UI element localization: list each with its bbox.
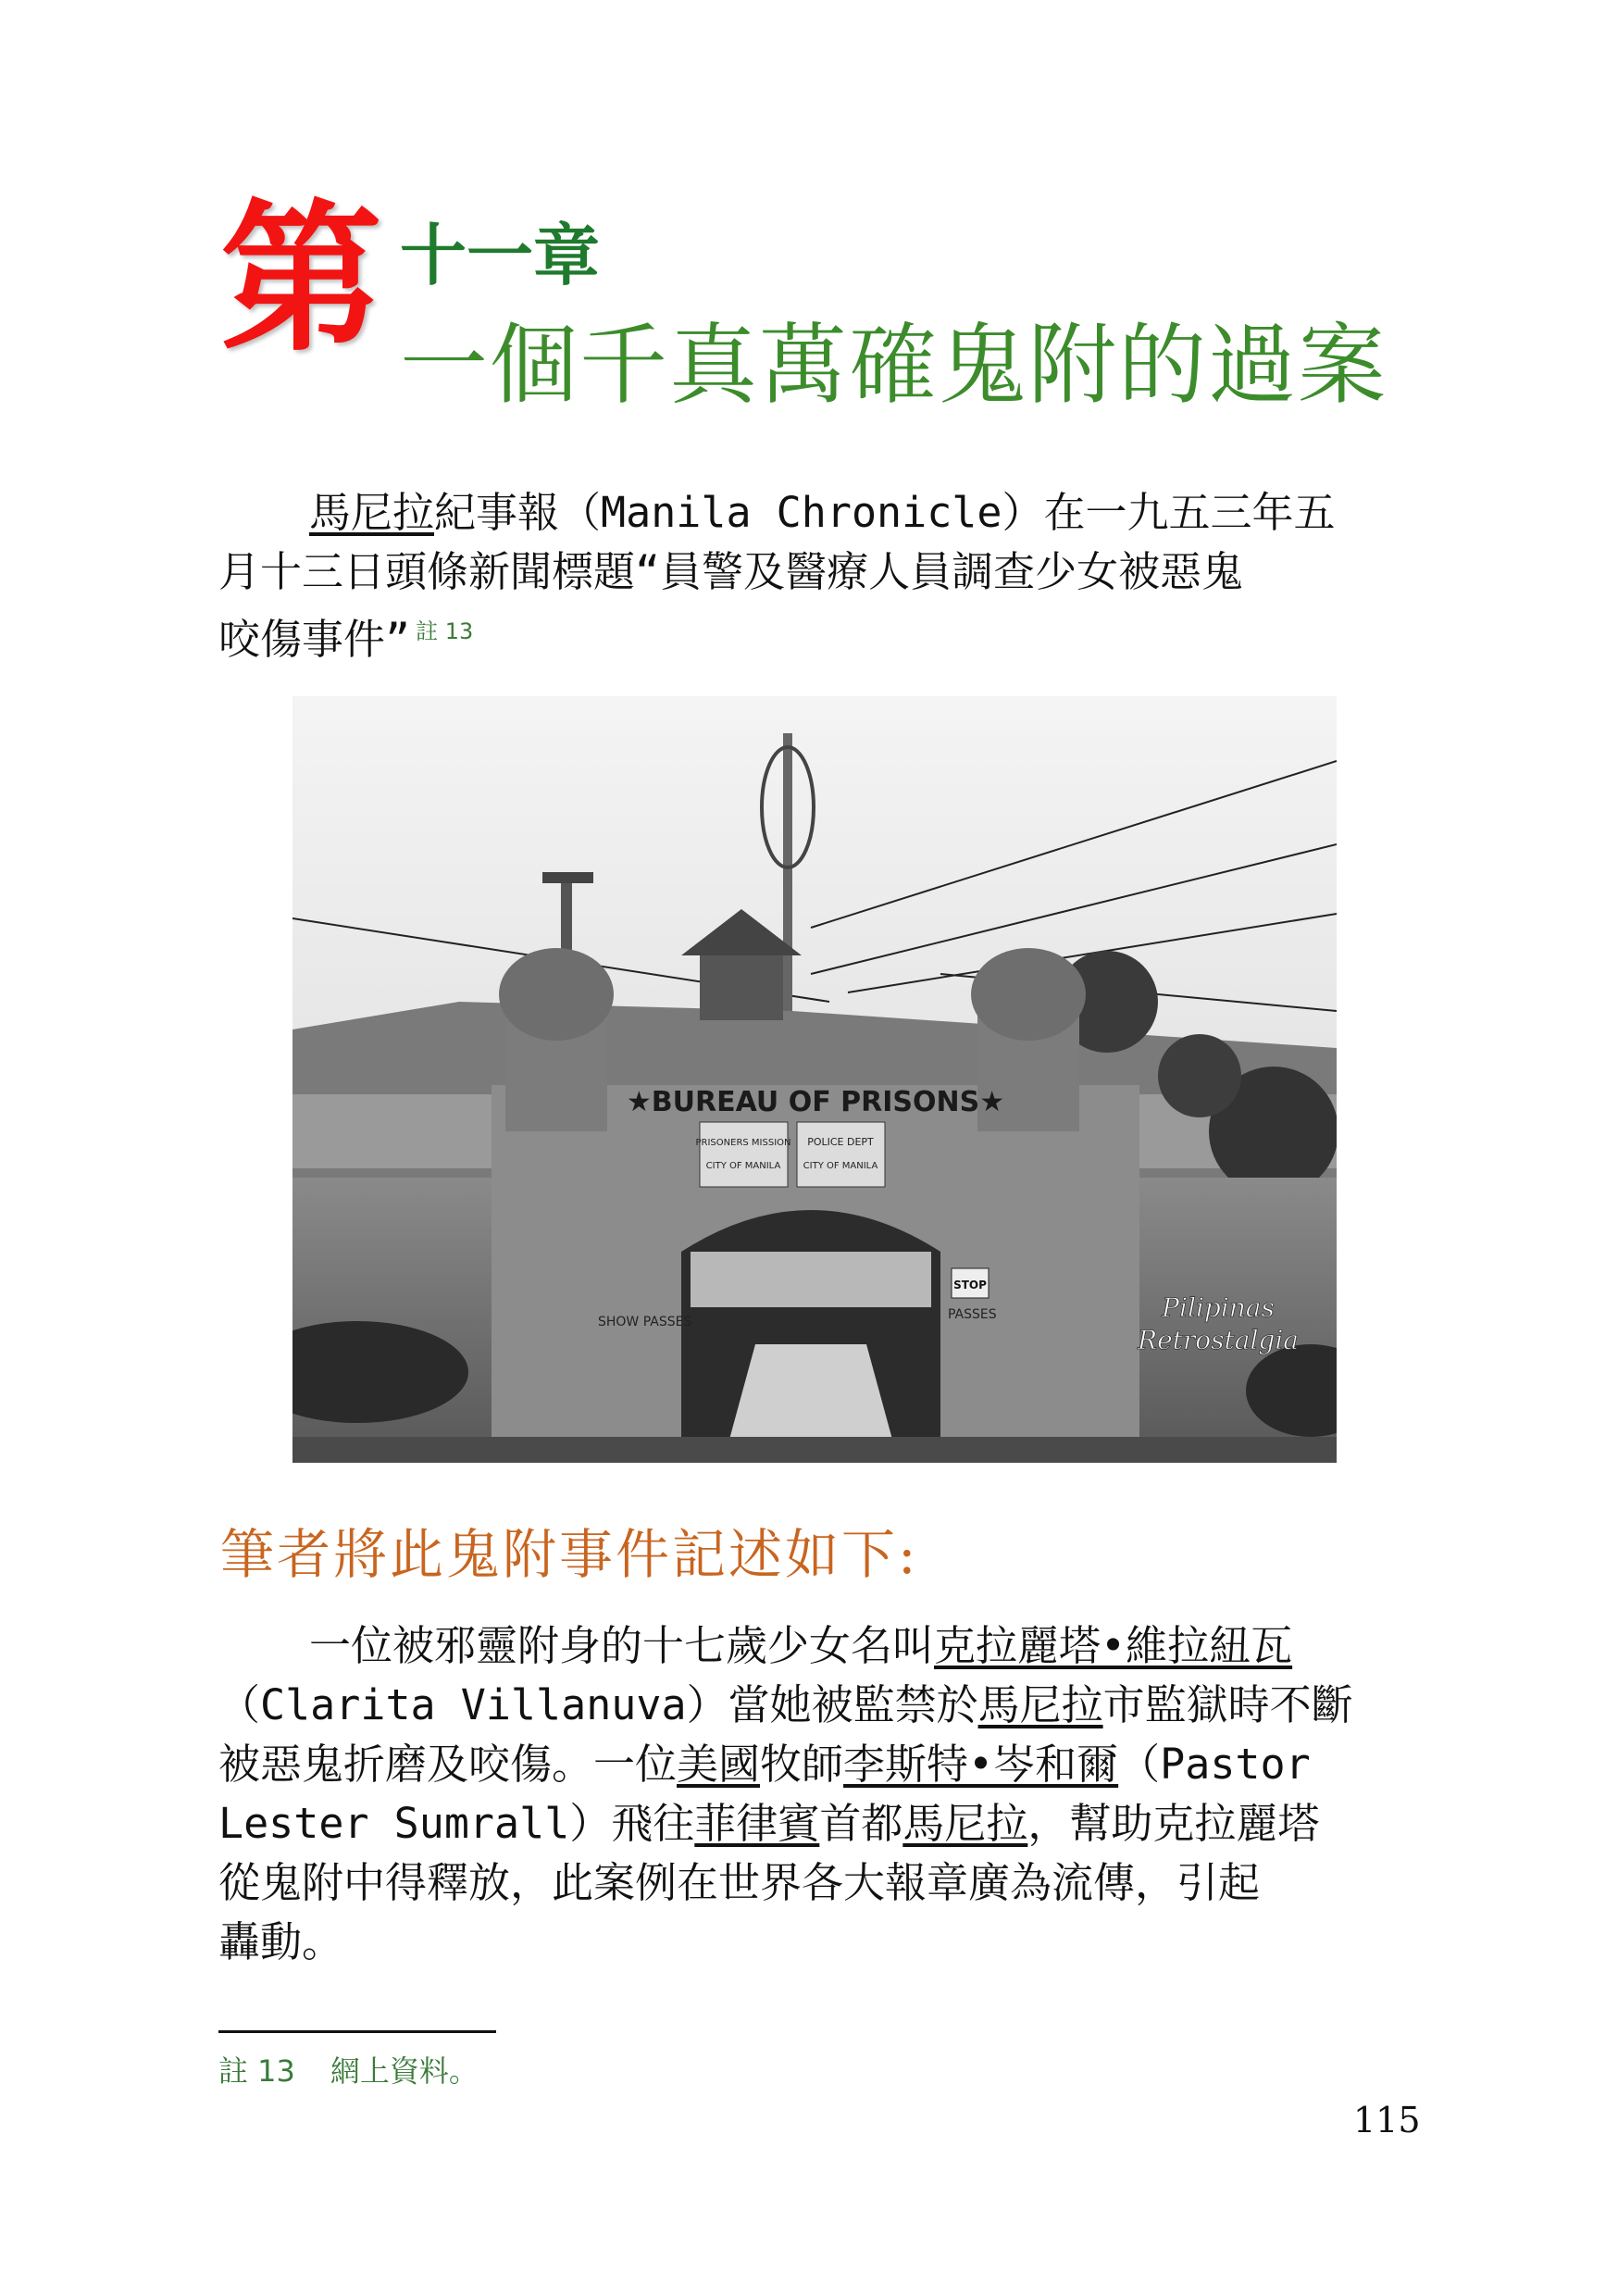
para2-line-3-text-e: （Pastor [1118, 1740, 1311, 1789]
para1-line-1 [218, 483, 1403, 543]
watermark-pilipinas: Pilipinas [1162, 1292, 1275, 1323]
para2-line-1-text: 一位被邪靈附身的十七歲少女名叫 [309, 1621, 935, 1670]
para2-line-2 [218, 1676, 1403, 1735]
sign-city-of-manila-right: CITY OF MANILA [803, 1161, 878, 1171]
footnote-text: 網上資料。 [330, 2053, 479, 2089]
para2-line-4-text-e: ，幫助克拉麗塔 [1027, 1799, 1320, 1848]
para2-line-5: 從鬼附中得釋放，此案例在世界各大報章廣為流傳，引起 [218, 1858, 1261, 1907]
footnote [218, 2048, 514, 2090]
sign-prisoners-mission: PRISONERS MISSION [695, 1138, 791, 1148]
para2-line-2-text-a: （Clarita Villanuva）當她被監禁於 [218, 1680, 978, 1729]
story-paragraph [218, 1616, 1403, 1972]
intro-paragraph [218, 483, 1403, 669]
para2-line-1 [218, 1616, 1403, 1676]
footnote-divider [218, 2030, 496, 2033]
section-subheading: 筆者將此鬼附事件記述如下: [220, 1523, 919, 1586]
footnote-reference[interactable]: 註 13 [416, 618, 474, 644]
para2-line-3-text-a: 被惡鬼折磨及咬傷。一位 [218, 1740, 678, 1789]
watermark-retrostalgia: Retrostalgia [1138, 1325, 1299, 1355]
para2-line-4 [218, 1794, 1403, 1853]
para2-line-3 [218, 1735, 1403, 1794]
sign-bureau-of-prisons: ★BUREAU OF PRISONS★ [626, 1086, 1005, 1118]
para2-line-4-text-a: Lester Sumrall）飛往 [218, 1799, 695, 1848]
name-clarita: 克拉麗塔•維拉紐瓦 [934, 1621, 1293, 1670]
para2-line-4-text-c: 首都 [819, 1799, 903, 1848]
place-philippines: 菲律賓 [694, 1799, 820, 1848]
chapter-title: 一個千真萬確鬼附的過案 [400, 315, 1388, 417]
sign-police-dept: POLICE DEPT [807, 1136, 874, 1148]
chapter-number: 十一章 [400, 217, 601, 294]
para1-line-3 [218, 602, 1403, 669]
footnote-label: 註 13 [218, 2053, 295, 2089]
name-lester-sumrall: 李斯特•岑和爾 [843, 1740, 1119, 1789]
para2-line-2-text-c: 市監獄時不斷 [1102, 1680, 1353, 1729]
para2-line-3-text-c: 牧師 [760, 1740, 844, 1789]
sign-show-passes: SHOW PASSES [598, 1315, 692, 1329]
stop-sign: STOP [953, 1279, 987, 1292]
sign-city-of-manila-left: CITY OF MANILA [705, 1161, 781, 1171]
chapter-big-character: 第 [220, 186, 382, 374]
place-manila: 馬尼拉 [977, 1680, 1103, 1729]
para1-line-1-text: 紀事報（Manila Chronicle）在一九五三年五 [434, 488, 1336, 537]
place-manila: 馬尼拉 [309, 488, 435, 537]
para1-line-2: 月十三日頭條新聞標題“員警及醫療人員調查少女被惡鬼 [218, 547, 1244, 596]
para1-line-3-text: 咬傷事件” [218, 615, 411, 664]
place-manila: 馬尼拉 [902, 1799, 1028, 1848]
page-number: 115 [1353, 2100, 1421, 2140]
sign-passes: PASSES [948, 1307, 997, 1322]
prison-gate-photo [292, 696, 1337, 1463]
place-usa: 美國 [677, 1740, 761, 1789]
para2-line-6: 轟動。 [218, 1917, 344, 1966]
